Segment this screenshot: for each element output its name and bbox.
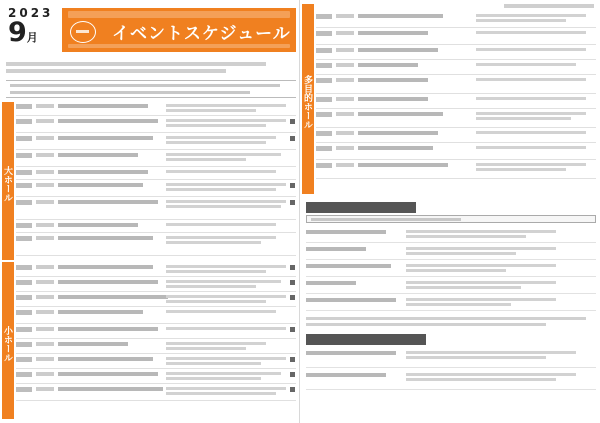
event-mark-icon: [290, 265, 295, 270]
event-row: [16, 325, 296, 339]
legend-line: [10, 84, 280, 87]
event-time: [36, 295, 54, 299]
event-row: [16, 340, 296, 354]
support-detail: [406, 373, 576, 376]
event-date: [16, 327, 32, 332]
event-row: [316, 29, 596, 45]
event-contact: [166, 141, 266, 144]
event-time: [36, 310, 54, 314]
year: 2023: [8, 6, 54, 20]
event-name: [58, 153, 138, 157]
event-time: [36, 200, 54, 204]
intro-line: [6, 69, 226, 73]
event-contact: [166, 223, 276, 226]
event-name: [358, 97, 428, 101]
event-row: [316, 46, 596, 60]
event-name: [58, 170, 148, 174]
event-contact: [166, 285, 256, 288]
support-name: [306, 351, 396, 355]
classroom-detail: [406, 303, 511, 306]
support-row: [306, 370, 596, 390]
event-contact: [166, 170, 276, 173]
classroom-detail: [406, 252, 516, 255]
event-date: [16, 153, 32, 158]
event-contact: [166, 158, 246, 161]
event-date: [316, 131, 332, 136]
event-date: [316, 48, 332, 53]
event-mark-icon: [290, 280, 295, 285]
event-list: [16, 102, 296, 419]
classroom-name: [306, 264, 391, 268]
event-date: [16, 295, 32, 300]
classroom-row: [306, 278, 596, 294]
event-time: [36, 265, 54, 269]
event-date: [316, 163, 332, 168]
support-row: [306, 348, 596, 368]
event-name: [58, 265, 153, 269]
event-date: [16, 280, 32, 285]
event-time: [36, 119, 54, 123]
event-name: [358, 146, 433, 150]
multipurpose-hall-tab: 多目的ホール: [302, 4, 314, 194]
classroom-section-heading: [306, 202, 416, 213]
event-row: [316, 110, 596, 128]
event-name: [358, 48, 438, 52]
event-time: [36, 342, 54, 346]
event-contact: [166, 119, 286, 122]
event-date: [16, 310, 32, 315]
event-contact: [166, 205, 281, 208]
event-contact: [476, 163, 586, 166]
event-contact: [166, 200, 286, 203]
event-contact: [166, 342, 266, 345]
event-time: [36, 153, 54, 157]
support-detail: [406, 351, 576, 354]
event-row: [16, 234, 296, 256]
event-row: [316, 61, 596, 75]
classroom-detail: [406, 286, 521, 289]
event-time: [36, 387, 54, 391]
event-row: [16, 355, 296, 369]
event-row: [16, 370, 296, 384]
event-contact: [166, 183, 286, 186]
event-time: [336, 63, 354, 67]
event-name: [358, 131, 438, 135]
event-name: [58, 119, 158, 123]
event-mark-icon: [290, 200, 295, 205]
event-time: [36, 170, 54, 174]
event-time: [336, 97, 354, 101]
event-date: [316, 78, 332, 83]
event-contact: [166, 188, 276, 191]
event-mark-icon: [290, 136, 295, 141]
event-time: [36, 236, 54, 240]
classroom-row: [306, 295, 596, 311]
event-mark-icon: [290, 327, 295, 332]
event-time: [36, 104, 54, 108]
event-row: [16, 168, 296, 180]
event-name: [358, 14, 443, 18]
event-contact: [476, 14, 586, 17]
event-date: [16, 104, 32, 109]
event-row: [16, 151, 296, 167]
event-time: [36, 136, 54, 140]
event-name: [58, 310, 143, 314]
event-date: [16, 387, 32, 392]
event-contact: [476, 78, 586, 81]
event-contact: [476, 131, 586, 134]
event-contact: [476, 146, 586, 149]
event-contact: [476, 97, 586, 100]
event-time: [336, 131, 354, 135]
event-date: [16, 372, 32, 377]
classroom-row: [306, 261, 596, 277]
event-contact: [166, 327, 286, 330]
title-band: [62, 8, 296, 52]
event-contact: [166, 295, 286, 298]
classroom-detail: [406, 298, 556, 301]
event-time: [336, 163, 354, 167]
header: [4, 4, 296, 58]
event-name: [58, 387, 163, 391]
note-line: [306, 317, 586, 320]
event-mark-icon: [290, 372, 295, 377]
event-name: [358, 112, 443, 116]
event-name: [58, 372, 158, 376]
event-row: [316, 161, 596, 179]
event-date: [16, 357, 32, 362]
event-name: [58, 104, 148, 108]
event-contact: [476, 48, 586, 51]
event-name: [58, 295, 168, 299]
event-contact: [166, 347, 246, 350]
logo-icon: [70, 21, 96, 43]
event-date: [16, 183, 32, 188]
event-contact: [166, 357, 286, 360]
event-row: [16, 221, 296, 233]
event-contact: [166, 387, 286, 390]
event-row: [316, 144, 596, 160]
event-name: [58, 236, 153, 240]
band-caption: [68, 44, 290, 48]
event-contact: [476, 63, 576, 66]
month-unit: 月: [26, 31, 38, 44]
event-contact: [166, 109, 256, 112]
event-mark-icon: [290, 357, 295, 362]
event-name: [358, 31, 428, 35]
event-mark-icon: [290, 183, 295, 188]
event-time: [336, 14, 354, 18]
event-row: [16, 198, 296, 220]
event-time: [336, 78, 354, 82]
month: [8, 18, 38, 53]
event-date: [316, 146, 332, 151]
event-time: [336, 48, 354, 52]
event-date: [316, 14, 332, 19]
event-name: [58, 327, 158, 331]
event-date: [16, 342, 32, 347]
event-date: [16, 223, 32, 228]
event-date: [316, 31, 332, 36]
event-contact: [166, 241, 261, 244]
event-time: [36, 223, 54, 227]
event-row: [16, 308, 296, 324]
subheading-line: [311, 218, 461, 221]
event-name: [58, 342, 128, 346]
event-contact: [476, 112, 586, 115]
event-time: [36, 280, 54, 284]
support-detail: [406, 378, 556, 381]
large-hall-tab: 大ホール: [2, 102, 14, 260]
event-mark-icon: [290, 119, 295, 124]
classroom-detail: [406, 269, 506, 272]
classroom-detail: [406, 281, 556, 284]
legend: [6, 80, 296, 98]
event-contact: [476, 117, 571, 120]
event-date: [316, 112, 332, 117]
event-name: [58, 357, 153, 361]
note-line: [306, 323, 546, 326]
event-row: [316, 95, 596, 109]
band-subtitle: [68, 11, 290, 18]
event-date: [316, 97, 332, 102]
event-mark-icon: [290, 295, 295, 300]
event-contact: [166, 124, 266, 127]
event-contact: [166, 265, 286, 268]
event-row: [16, 385, 296, 401]
legend-line: [10, 91, 250, 94]
event-time: [36, 327, 54, 331]
event-row: [316, 76, 596, 94]
month-number: 9: [8, 17, 27, 48]
event-date: [16, 236, 32, 241]
event-contact: [166, 300, 266, 303]
multipurpose-event-list: [316, 12, 596, 194]
classroom-subheading: [306, 215, 596, 223]
event-contact: [166, 310, 276, 313]
classroom-row: [306, 227, 596, 243]
event-time: [336, 31, 354, 35]
intro-line: [6, 62, 266, 66]
event-date: [316, 63, 332, 68]
event-row: [316, 129, 596, 143]
event-name: [58, 200, 158, 204]
event-time: [336, 146, 354, 150]
event-row: [16, 181, 296, 197]
classroom-detail: [406, 247, 556, 250]
running-header: [504, 4, 594, 8]
event-name: [58, 280, 158, 284]
event-row: [316, 12, 596, 28]
event-time: [336, 112, 354, 116]
classroom-name: [306, 281, 356, 285]
event-contact: [476, 19, 566, 22]
event-name: [58, 136, 153, 140]
event-date: [16, 200, 32, 205]
event-name: [58, 223, 138, 227]
classroom-name: [306, 230, 386, 234]
classroom-detail: [406, 264, 556, 267]
event-date: [16, 119, 32, 124]
support-detail: [406, 356, 546, 359]
event-contact: [166, 153, 281, 156]
event-contact: [166, 104, 286, 107]
event-contact: [476, 168, 566, 171]
event-name: [358, 78, 428, 82]
event-mark-icon: [290, 387, 295, 392]
event-name: [358, 163, 448, 167]
event-time: [36, 183, 54, 187]
classroom-row: [306, 244, 596, 260]
intro-notes: [6, 62, 296, 76]
support-name: [306, 373, 386, 377]
event-date: [16, 170, 32, 175]
classroom-name: [306, 247, 366, 251]
event-time: [36, 372, 54, 376]
classroom-detail: [406, 230, 556, 233]
event-row: [16, 117, 296, 133]
event-row: [16, 278, 296, 292]
event-contact: [166, 236, 276, 239]
event-row: [16, 263, 296, 277]
event-row: [16, 134, 296, 150]
small-hall-tab: 小ホール: [2, 262, 14, 419]
event-date: [16, 136, 32, 141]
event-contact: [476, 31, 586, 34]
event-contact: [166, 372, 281, 375]
event-contact: [166, 270, 266, 273]
event-time: [36, 357, 54, 361]
event-row: [16, 102, 296, 116]
event-date: [16, 265, 32, 270]
event-row: [16, 293, 296, 307]
event-contact: [166, 280, 281, 283]
event-contact: [166, 362, 261, 365]
event-contact: [166, 392, 276, 395]
page-title: イベントスケジュール: [112, 24, 291, 44]
event-name: [58, 183, 143, 187]
event-contact: [166, 136, 276, 139]
classroom-name: [306, 298, 396, 302]
support-section-heading: [306, 334, 426, 345]
classroom-detail: [406, 235, 526, 238]
event-name: [358, 63, 418, 67]
event-contact: [166, 377, 261, 380]
